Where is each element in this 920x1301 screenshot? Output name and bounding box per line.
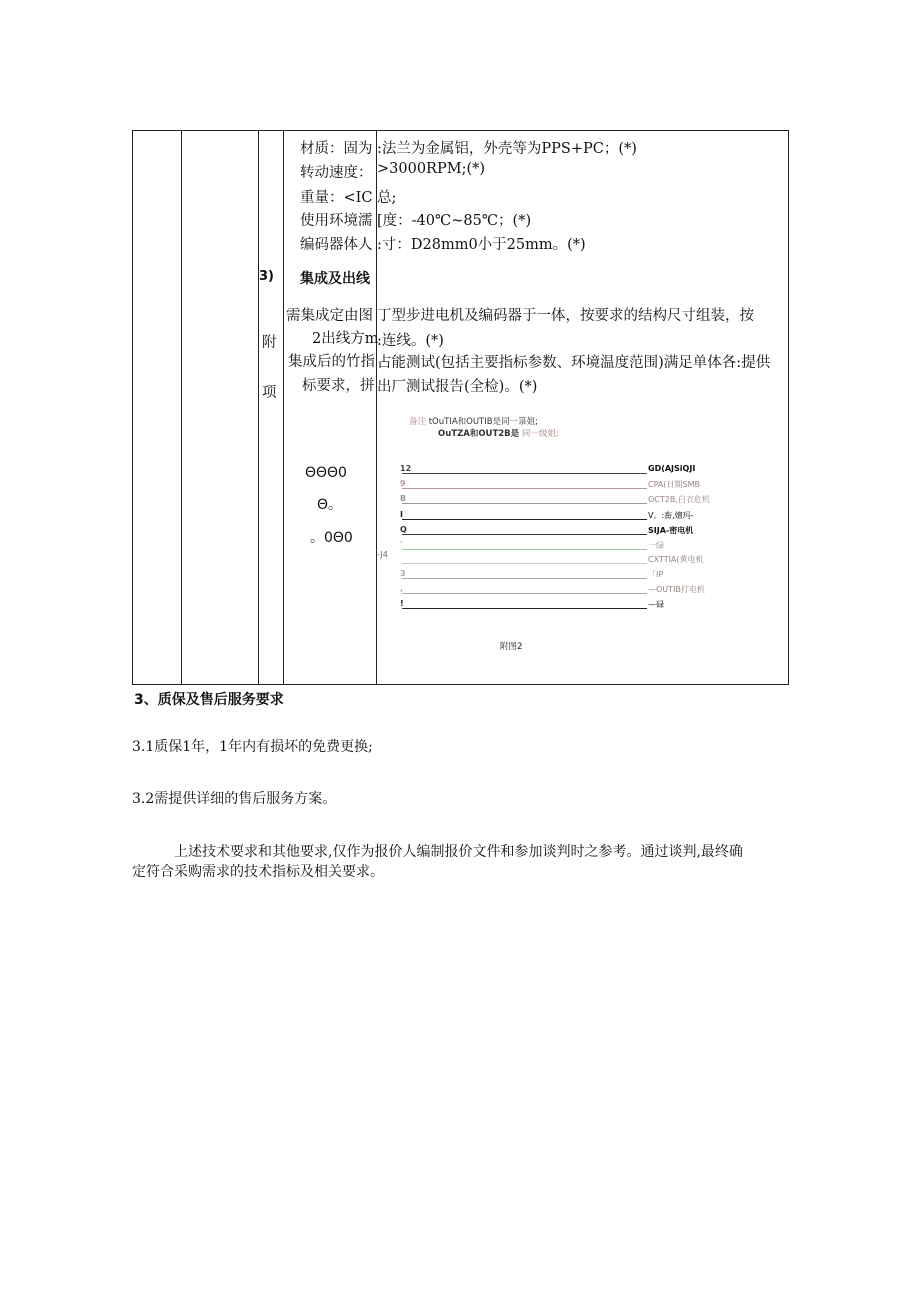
spec-right-material: :法兰为金属铝，外壳等为PPS+PC；(*): [377, 141, 637, 157]
wire-line: [402, 473, 647, 474]
wire-right-label: CXTTIA(黄电机: [648, 555, 704, 564]
closing-line-2: 定符合采购需求的技术指标及相关要求。: [132, 864, 384, 880]
diagram-note-1: [409, 415, 538, 427]
wire-line: [402, 578, 647, 579]
wire-right-label: SIJA-密电机: [648, 526, 694, 535]
table-divider-1: [181, 130, 182, 685]
diagram-note-1-prefix: 备注: [409, 417, 427, 427]
section3-heading: 3、质保及售后服务要求: [134, 692, 284, 708]
label-char-fu: 附: [262, 335, 277, 351]
spec-left-speed: 转动速度：: [300, 165, 373, 181]
table-divider-3: [283, 130, 284, 685]
wire-line: [402, 534, 647, 535]
wire-line: [402, 549, 647, 550]
wire-left-label: 3: [400, 569, 406, 578]
spec-left-material: 材质：固为: [300, 141, 373, 157]
wire-left-label: ,: [400, 584, 404, 593]
desc-right-2: :连线。(*): [377, 333, 444, 349]
spec-right-weight: 总;: [377, 190, 397, 206]
symbol-row-3: 。0Θ0: [310, 530, 353, 546]
wire-left-label: ': [400, 540, 403, 549]
table-border-left: [132, 130, 133, 685]
wire-left-label: Q: [400, 525, 407, 534]
wire-right-label: 「IP: [648, 570, 664, 579]
wire-line: [402, 503, 647, 504]
section3-item-2: 3.2需提供详细的售后服务方案。: [132, 791, 337, 807]
wire-left-label: !: [400, 599, 404, 608]
wire-right-label: GD(AJSiQJI: [648, 464, 696, 473]
wire-right-label: 一绿: [648, 541, 664, 550]
label-char-xiang: 项: [262, 385, 277, 401]
desc-right-1: 丁型步进电机及编码器于一体，按要求的结构尺寸组装，按: [377, 308, 754, 324]
wire-right-label: —碌: [648, 600, 664, 609]
desc-right-3: 占能测试(包括主要指标参数、环境温度范围)满足单体各:提供: [377, 355, 771, 371]
desc-left-4: 标要求，拼: [302, 378, 375, 394]
wire-line: [402, 488, 647, 489]
desc-left-3: 集成后的竹指: [288, 354, 375, 370]
diagram-note-2-suffix: 同一级姐;: [521, 429, 559, 439]
symbol-row-1: ΘΘΘ0: [305, 465, 347, 481]
wire-line: [402, 519, 647, 520]
closing-line-1: 上述技术要求和其他要求,仅作为报价人编制报价文件和参加谈判时之参考。通过谈判,最终确: [174, 844, 743, 860]
wire-line: [402, 593, 647, 594]
table-border-right: [788, 130, 789, 685]
diagram-note-2-prefix: OuTZA和OUT2B是: [438, 429, 520, 439]
wire-left-label: 12: [400, 464, 412, 473]
wire-right-label: CPA(日期SMB: [648, 480, 700, 489]
desc-left-2: 2出线方m: [312, 331, 379, 347]
diagram-caption: 附图2: [500, 642, 523, 652]
wire-right-label: OCT2B,白衣危机: [648, 495, 710, 504]
diagram-note-1-text: tOuTIA和OUTIB是同一箓姐;: [428, 417, 538, 427]
wire-left-label: 9: [400, 479, 406, 488]
table-border-top: [132, 130, 789, 131]
spec-left-weight: 重量：<IC: [300, 190, 373, 206]
wire-left-label: I: [400, 510, 403, 519]
table-border-bottom: [132, 684, 789, 685]
desc-left-1: 需集成定由图: [286, 308, 373, 324]
wire-line: [402, 608, 647, 609]
spec-left-encoder: 编码器体人: [300, 237, 373, 253]
wire-right-label: —OUTIB打电机: [648, 585, 705, 594]
diagram-side-label: -J4: [377, 550, 388, 559]
section3-item-1: 3.1质保1年，1年内有损坏的免费更换;: [132, 739, 373, 755]
spec-left-environment: 使用环境濡: [300, 213, 373, 229]
section-title-integration: 集成及出线: [300, 271, 370, 287]
diagram-note-2: [438, 427, 559, 439]
spec-right-encoder: :寸：D28mm0小于25mm。(*): [377, 237, 586, 253]
wire-left-label: B: [400, 494, 407, 503]
wire-line: [402, 563, 647, 564]
item-number: 3): [259, 269, 274, 284]
spec-right-environment: [度：-40℃~85℃；(*): [377, 213, 532, 229]
symbol-row-2: Θ。: [317, 497, 343, 513]
desc-right-4: 出厂测试报告(全检)。(*): [377, 379, 538, 395]
wire-right-label: V。:畜,嬗玛-: [648, 511, 694, 520]
spec-right-speed: >3000RPM;(*): [377, 161, 486, 177]
table-divider-2: [258, 130, 259, 685]
